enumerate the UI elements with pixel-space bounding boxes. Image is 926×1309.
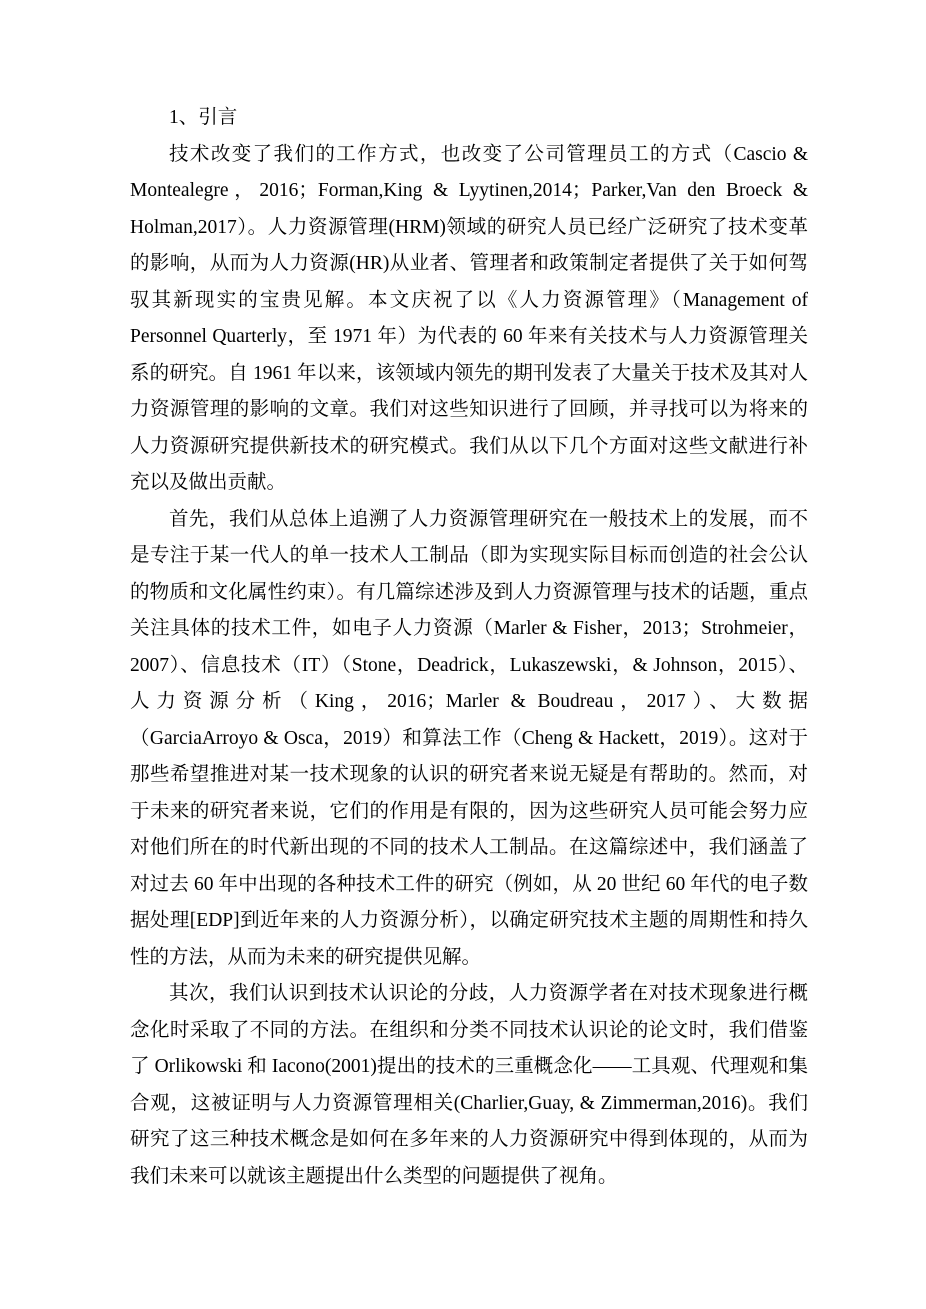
section-heading: 1、引言 (169, 107, 238, 128)
paragraph-1: 技术改变了我们的工作方式，也改变了公司管理员工的方式（Cascio & Montealegre，2016；Forman,King & Lyytinen,2014；Parker,Van den Broeck & Holman,2017）。人力资源管理(HRM)领域的研究人员已经广泛研究了技术变革的影响，从而为人力资源(HR)从业者、管理者和政策制定者提供了关于如何驾驭其新现实的宝贵见解。本文庆祝了以《人力资源管理》（Management of Personnel Quarterly，至 1971 年）为代表的 60 年来有关技术与人力资源管理关系的研究。自 1961 年以来，该领域内领先的期刊发表了大量关于技术及其对人力资源管理的影响的文章。我们对这些知识进行了回顾，并寻找可以为将来的人力资源研究提供新技术的研究模式。我们从以下几个方面对这些文献进行补充以及做出贡献。 (130, 143, 808, 493)
paragraph-3: 其次，我们认识到技术认识论的分歧，人力资源学者在对技术现象进行概念化时采取了不同的方法。在组织和分类不同技术认识论的论文时，我们借鉴了 Orlikowski 和 Iacono(2001)提出的技术的三重概念化——工具观、代理观和集合观，这被证明与人力资源管理相关(Charlier,Guay, & Zimmerman,2016)。我们研究了这三种技术概念是如何在多年来的人力资源研究中得到体现的，从而为我们未来可以就该主题提出什么类型的问题提供了视角。 (130, 983, 808, 1187)
document-body (130, 100, 808, 1195)
paragraph-2: 首先，我们从总体上追溯了人力资源管理研究在一般技术上的发展，而不是专注于某一代人的单一技术人工制品（即为实现实际目标而创造的社会公认的物质和文化属性约束）。有几篇综述涉及到人力资源管理与技术的话题，重点关注具体的技术工件，如电子人力资源（Marler & Fisher，2013；Strohmeier，2007）、信息技术（IT）（Stone，Deadrick，Lukaszewski，& Johnson，2015）、人力资源分析（King，2016；Marler & Boudreau，2017）、大数据（GarciaArroyo & Osca，2019）和算法工作（Cheng & Hackett，2019）。这对于那些希望推进对某一技术现象的认识的研究者来说无疑是有帮助的。然而，对于未来的研究者来说，它们的作用是有限的，因为这些研究人员可能会努力应对他们所在的时代新出现的不同的技术人工制品。在这篇综述中，我们涵盖了对过去 60 年中出现的各种技术工件的研究（例如，从 20 世纪 60 年代的电子数据处理[EDP]到近年来的人力资源分析），以确定研究技术主题的周期性和持久性的方法，从而为未来的研究提供见解。 (130, 508, 808, 968)
